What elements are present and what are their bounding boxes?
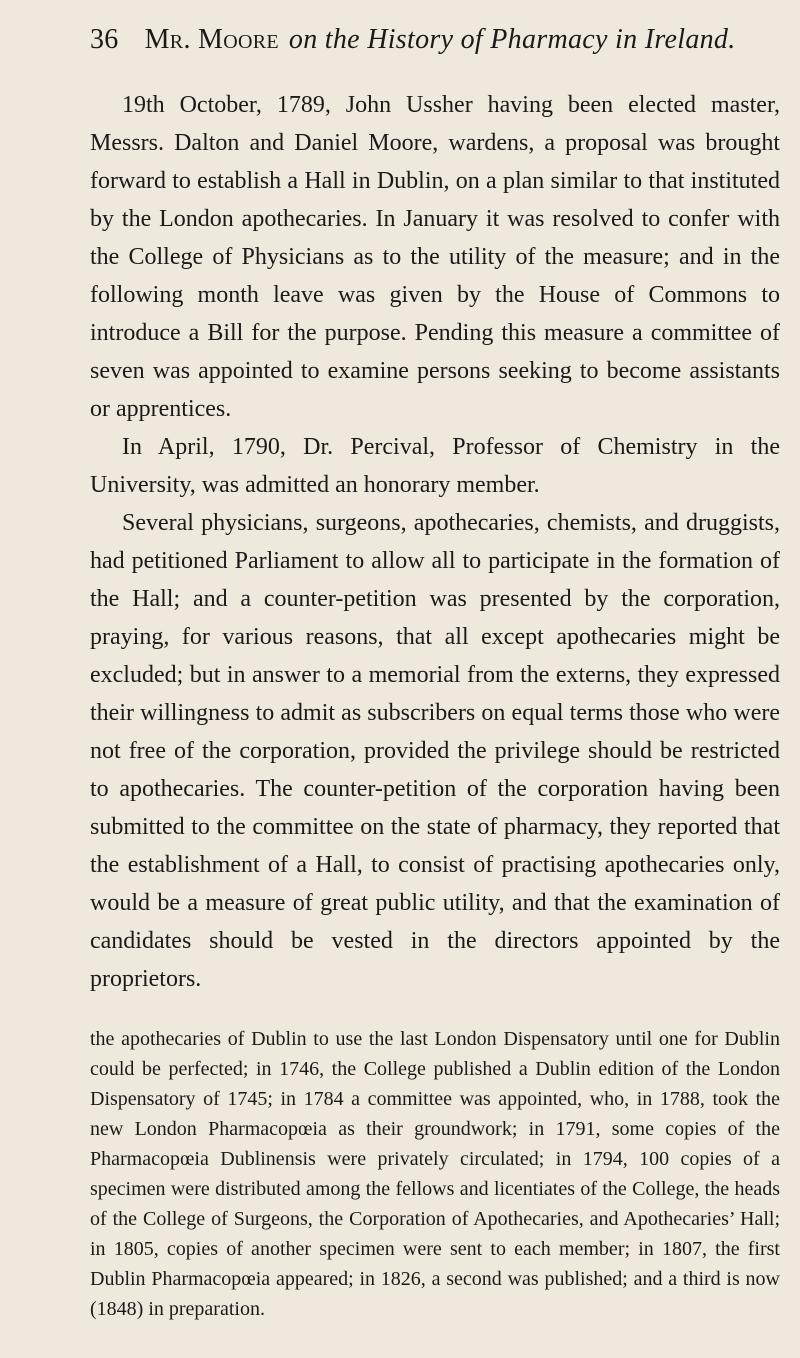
paragraph: Several physicians, surgeons, apothecaries, chemists, and druggists, had petitioned Parliament to allow all to participate in the formation of the Hall; and a counter-petition was presented by the corporation, praying, for various reasons, that all except apothecaries might be excluded; but in answer to a memorial from the externs, they expressed their willingness to admit as subscribers on equal terms those who were not free of the corporation, provided the privilege should be restricted to apothecaries. The counter-petition of the corporation having been submitted to the committee on the state of pharmacy, they reported that the establishment of a Hall, to consist of practising apothecaries only, would be a measure of great public utility, and that the examination of candidates should be vested in the directors appointed by the proprietors. bbox=[90, 510, 780, 992]
footnote: the apothecaries of Dublin to use the last London Dispensatory until one for Dublin could be perfected; in 1746, the College published a Dublin edition of the London Dispensatory of 1745; in 1784 a committee was appointed, who, in 1788, took the new London Pharmacopœia as their groundwork; in 1791, some copies of the Pharmacopœia Dublinensis were privately circulated; in 1794, 100 copies of a specimen were distributed among the fellows and licentiates of the College, the heads of the College of Surgeons, the Corporation of Apothecaries, and Apothecaries’ Hall; in 1805, copies of another specimen were sent to each member; in 1807, the first Dublin Pharmacopœia appeared; in 1826, a second was published; and a third is now (1848) in preparation. bbox=[90, 1028, 780, 1320]
running-head-title: on the History of Pharmacy in Ireland. bbox=[288, 24, 736, 55]
body-text bbox=[90, 86, 780, 1324]
page-number: 36 bbox=[90, 24, 119, 55]
running-head-author: Mr. Moore bbox=[144, 24, 279, 55]
running-head bbox=[90, 24, 772, 56]
paragraph: In April, 1790, Dr. Percival, Professor of Chemistry in the University, was admitted an honorary member. bbox=[90, 434, 780, 498]
paragraph: 19th October, 1789, John Ussher having been elected master, Messrs. Dalton and Daniel Moore, wardens, a proposal was brought forward to establish a Hall in Dublin, on a plan similar to that instituted by the London apothecaries. In January it was resolved to confer with the College of Physicians as to the utility of the measure; and in the following month leave was given by the House of Commons to introduce a Bill for the purpose. Pending this measure a committee of seven was appointed to examine persons seeking to become assistants or apprentices. bbox=[90, 92, 780, 422]
